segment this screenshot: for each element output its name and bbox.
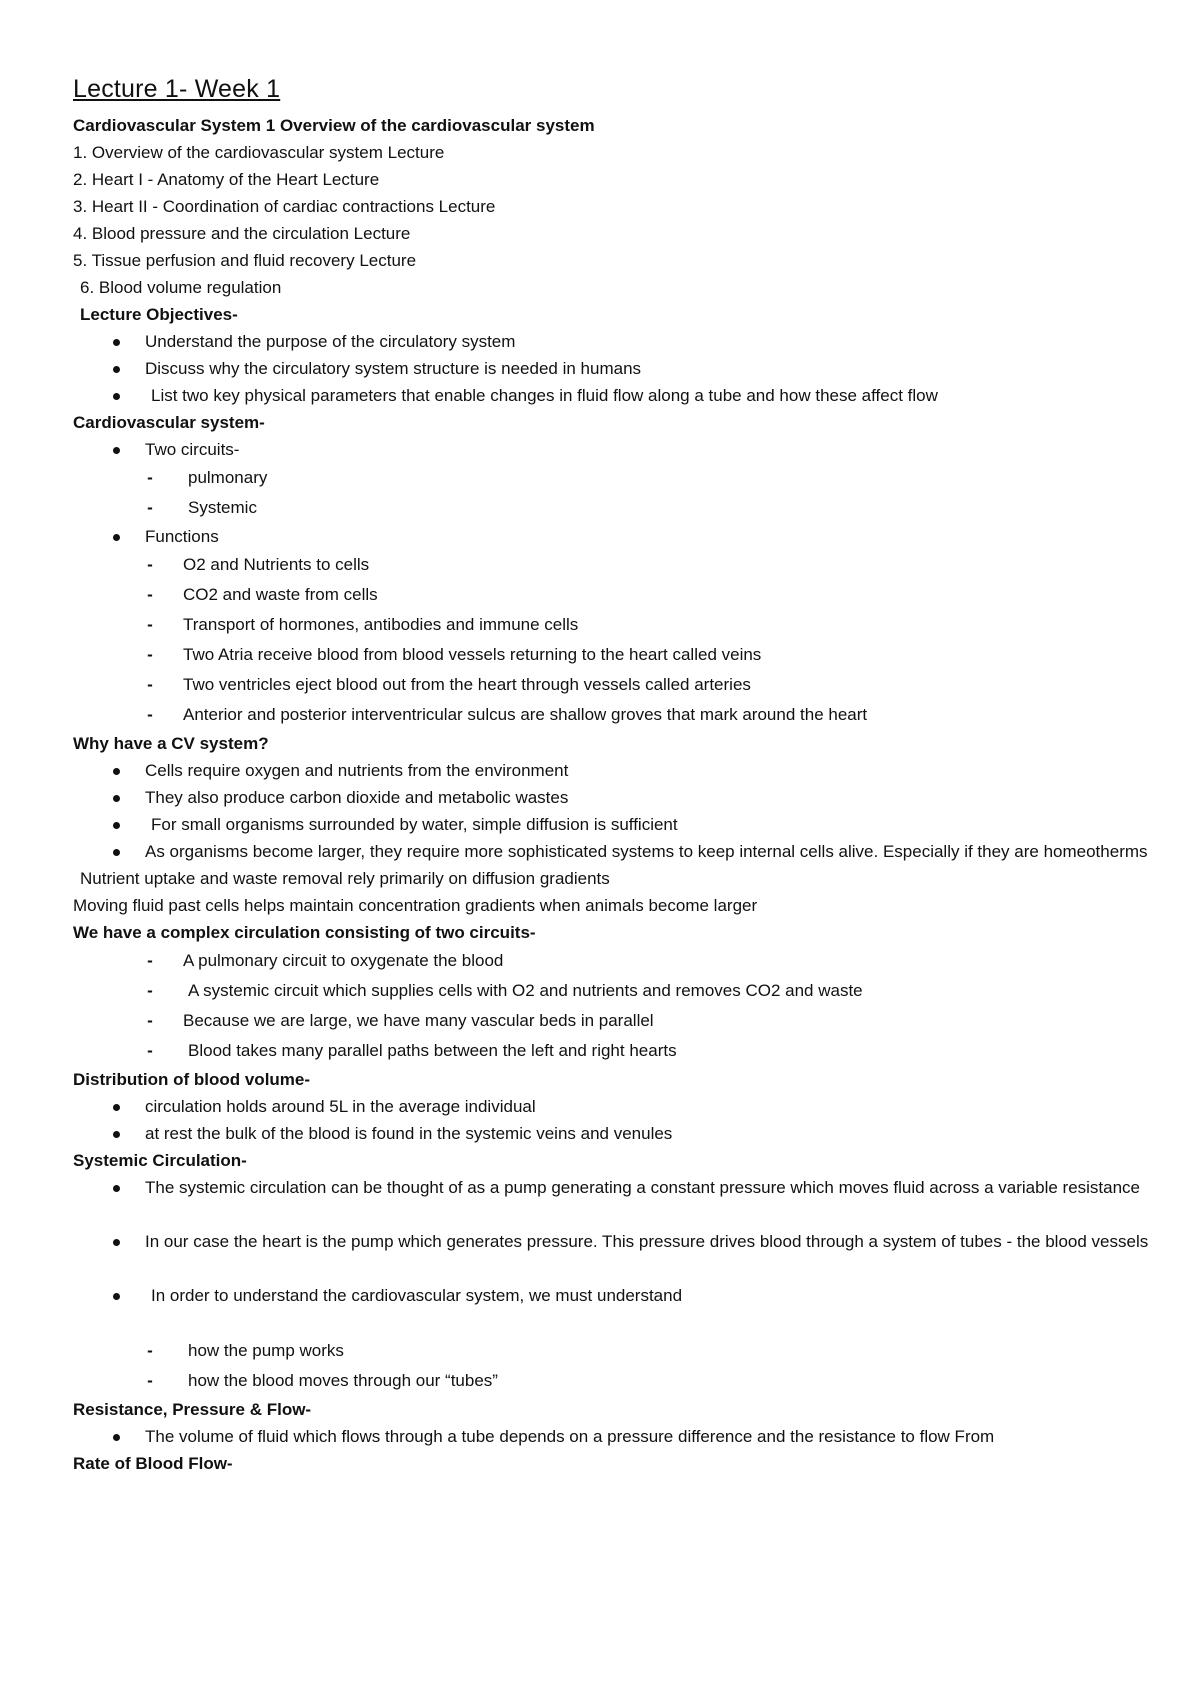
list-item: Discuss why the circulatory system structure is needed in humans: [73, 355, 1153, 382]
document-page: [73, 74, 1153, 1477]
dash-icon: -: [147, 1341, 153, 1360]
bullet-icon: [110, 1174, 122, 1201]
subtitle: Cardiovascular System 1 Overview of the cardiovascular system: [73, 116, 595, 135]
list-item: The systemic circulation can be thought of as a pump generating a constant pressure which moves fluid across a variable resistance: [73, 1174, 1153, 1201]
dash-icon: -: [147, 645, 153, 664]
dash-icon: -: [147, 468, 153, 487]
page-title: Lecture 1- Week 1: [73, 75, 281, 103]
lecture-item: 1. Overview of the cardiovascular system Lecture: [73, 143, 445, 162]
sub-list-item: - pulmonary: [73, 463, 1153, 493]
sub-list-item: - Two ventricles eject blood out from the heart through vessels called arteries: [73, 670, 1153, 700]
lecture-item: 6. Blood volume regulation: [80, 278, 282, 297]
bullet-icon: [110, 1093, 122, 1120]
rate-heading: Rate of Blood Flow-: [73, 1454, 233, 1473]
lecture-item: 2. Heart I - Anatomy of the Heart Lecture: [73, 170, 380, 189]
bullet-icon: [110, 355, 122, 382]
sub-list-item: - Because we are large, we have many vascular beds in parallel: [73, 1006, 1153, 1036]
dash-icon: -: [147, 1011, 153, 1030]
sub-list-item: - Systemic: [73, 493, 1153, 523]
list-item: As organisms become larger, they require more sophisticated systems to keep internal cells alive. Especially if they are homeotherms: [73, 838, 1153, 865]
dash-icon: -: [147, 705, 153, 724]
list-item: Functions: [73, 523, 1153, 550]
list-item: Understand the purpose of the circulatory system: [73, 328, 1153, 355]
sub-list-item: - Two Atria receive blood from blood vessels returning to the heart called veins: [73, 640, 1153, 670]
sub-list-item: - O2 and Nutrients to cells: [73, 550, 1153, 580]
dash-icon: -: [147, 1041, 153, 1060]
objectives-heading: Lecture Objectives-: [80, 305, 238, 324]
dash-icon: -: [147, 951, 153, 970]
bullet-icon: [110, 784, 122, 811]
bullet-icon: [110, 1282, 122, 1309]
sub-list-item: - how the pump works: [73, 1336, 1153, 1366]
bullet-icon: [110, 757, 122, 784]
list-item: They also produce carbon dioxide and metabolic wastes: [73, 784, 1153, 811]
bullet-icon: [110, 811, 122, 838]
list-item: List two key physical parameters that enable changes in fluid flow along a tube and how these affect flow: [73, 382, 1153, 409]
list-item: circulation holds around 5L in the average individual: [73, 1093, 1153, 1120]
dash-icon: -: [147, 981, 153, 1000]
sub-list-item: - Blood takes many parallel paths between the left and right hearts: [73, 1036, 1153, 1066]
body-text: Moving fluid past cells helps maintain concentration gradients when animals become larger: [73, 896, 758, 915]
cv-heading: Cardiovascular system-: [73, 413, 265, 432]
list-item: For small organisms surrounded by water, simple diffusion is sufficient: [73, 811, 1153, 838]
dash-icon: -: [147, 1371, 153, 1390]
dash-icon: -: [147, 498, 153, 517]
sub-list-item: - A pulmonary circuit to oxygenate the blood: [73, 946, 1153, 976]
dash-icon: -: [147, 675, 153, 694]
bullet-icon: [110, 328, 122, 355]
lecture-list: [73, 139, 1153, 301]
lecture-item: 3. Heart II - Coordination of cardiac contractions Lecture: [73, 197, 496, 216]
bullet-icon: [110, 382, 122, 409]
sub-list-item: - Transport of hormones, antibodies and immune cells: [73, 610, 1153, 640]
bullet-icon: [110, 1228, 122, 1255]
bullet-icon: [110, 838, 122, 865]
list-item: Two circuits-: [73, 436, 1153, 463]
body-text: Nutrient uptake and waste removal rely primarily on diffusion gradients: [80, 869, 610, 888]
dash-icon: -: [147, 555, 153, 574]
resistance-heading: Resistance, Pressure & Flow-: [73, 1400, 312, 1419]
list-item: at rest the bulk of the blood is found in the systemic veins and venules: [73, 1120, 1153, 1147]
bullet-icon: [110, 1120, 122, 1147]
list-item: The volume of fluid which flows through a tube depends on a pressure difference and the resistance to flow From: [73, 1423, 1153, 1450]
list-item: In order to understand the cardiovascular system, we must understand: [73, 1282, 1153, 1309]
bullet-icon: [110, 1423, 122, 1450]
complex-heading: We have a complex circulation consisting of two circuits-: [73, 923, 536, 942]
dash-icon: -: [147, 615, 153, 634]
dash-icon: -: [147, 585, 153, 604]
systemic-heading: Systemic Circulation-: [73, 1151, 247, 1170]
list-item: Cells require oxygen and nutrients from the environment: [73, 757, 1153, 784]
bullet-icon: [110, 523, 122, 550]
lecture-item: 5. Tissue perfusion and fluid recovery Lecture: [73, 251, 417, 270]
sub-list-item: - Anterior and posterior interventricular sulcus are shallow groves that mark around the heart: [73, 700, 1153, 730]
bullet-icon: [110, 436, 122, 463]
sub-list-item: - A systemic circuit which supplies cells with O2 and nutrients and removes CO2 and waste: [73, 976, 1153, 1006]
distribution-heading: Distribution of blood volume-: [73, 1070, 311, 1089]
why-heading: Why have a CV system?: [73, 734, 269, 753]
sub-list-item: - CO2 and waste from cells: [73, 580, 1153, 610]
list-item: In our case the heart is the pump which generates pressure. This pressure drives blood through a system of tubes - the blood vessels: [73, 1228, 1153, 1255]
lecture-item: 4. Blood pressure and the circulation Lecture: [73, 224, 411, 243]
sub-list-item: - how the blood moves through our “tubes”: [73, 1366, 1153, 1396]
